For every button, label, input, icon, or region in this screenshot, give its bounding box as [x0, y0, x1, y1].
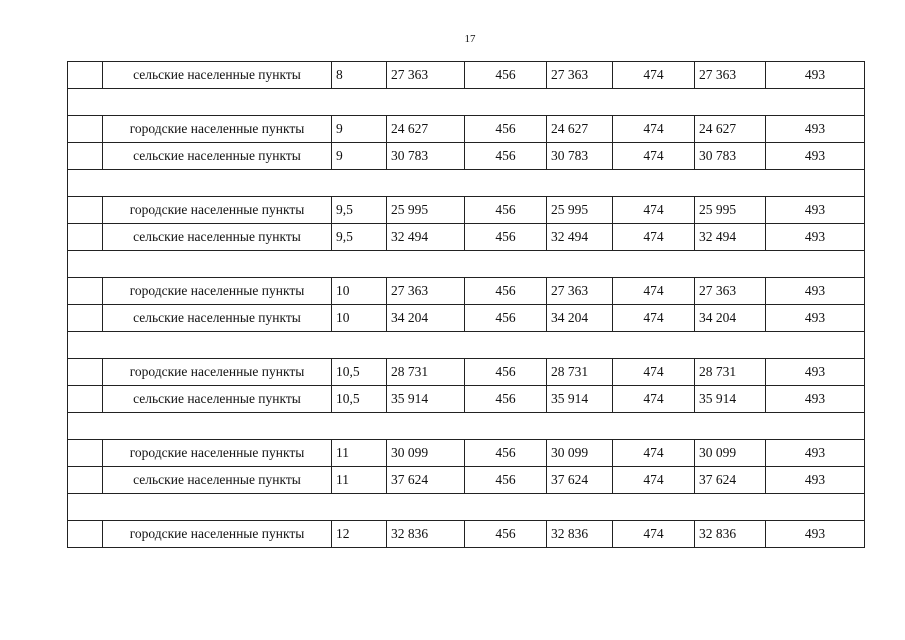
settlement-type-cell: городские населенные пункты — [103, 521, 332, 548]
value-6-cell: 493 — [766, 386, 865, 413]
spacer-row — [68, 413, 865, 440]
value-1-cell: 25 995 — [387, 197, 465, 224]
spacer-cell — [68, 332, 865, 359]
value-1-cell: 28 731 — [387, 359, 465, 386]
coefficient-cell: 8 — [332, 62, 387, 89]
page-number: 17 — [464, 33, 476, 45]
table-row — [68, 278, 865, 305]
value-4-cell: 474 — [613, 440, 695, 467]
value-2-cell: 456 — [465, 197, 547, 224]
value-2-cell: 456 — [465, 116, 547, 143]
table-row — [68, 116, 865, 143]
settlement-type-cell: сельские населенные пункты — [103, 305, 332, 332]
coefficient-cell: 10,5 — [332, 386, 387, 413]
spacer-cell — [68, 494, 865, 521]
value-1-cell: 32 836 — [387, 521, 465, 548]
value-3-cell: 37 624 — [547, 467, 613, 494]
table-row — [68, 440, 865, 467]
coefficient-cell: 10 — [332, 305, 387, 332]
spacer-cell — [68, 170, 865, 197]
table-row — [68, 197, 865, 224]
value-2-cell: 456 — [465, 521, 547, 548]
value-3-cell: 30 783 — [547, 143, 613, 170]
value-3-cell: 34 204 — [547, 305, 613, 332]
value-3-cell: 25 995 — [547, 197, 613, 224]
coefficient-cell: 10 — [332, 278, 387, 305]
value-6-cell: 493 — [766, 197, 865, 224]
spacer-row — [68, 170, 865, 197]
index-cell — [68, 62, 103, 89]
value-1-cell: 32 494 — [387, 224, 465, 251]
value-3-cell: 35 914 — [547, 386, 613, 413]
value-6-cell: 493 — [766, 143, 865, 170]
value-1-cell: 34 204 — [387, 305, 465, 332]
value-5-cell: 24 627 — [695, 116, 766, 143]
value-1-cell: 27 363 — [387, 62, 465, 89]
table-row — [68, 224, 865, 251]
value-1-cell: 35 914 — [387, 386, 465, 413]
value-6-cell: 493 — [766, 467, 865, 494]
value-6-cell: 493 — [766, 359, 865, 386]
value-3-cell: 24 627 — [547, 116, 613, 143]
index-cell — [68, 467, 103, 494]
value-4-cell: 474 — [613, 62, 695, 89]
value-3-cell: 27 363 — [547, 62, 613, 89]
table-row — [68, 62, 865, 89]
value-5-cell: 28 731 — [695, 359, 766, 386]
value-4-cell: 474 — [613, 224, 695, 251]
settlement-type-cell: сельские населенные пункты — [103, 386, 332, 413]
value-5-cell: 30 783 — [695, 143, 766, 170]
value-2-cell: 456 — [465, 278, 547, 305]
value-2-cell: 456 — [465, 224, 547, 251]
spacer-row — [68, 494, 865, 521]
spacer-row — [68, 332, 865, 359]
value-2-cell: 456 — [465, 359, 547, 386]
table-row — [68, 386, 865, 413]
value-1-cell: 24 627 — [387, 116, 465, 143]
value-4-cell: 474 — [613, 305, 695, 332]
index-cell — [68, 116, 103, 143]
value-2-cell: 456 — [465, 386, 547, 413]
value-5-cell: 34 204 — [695, 305, 766, 332]
settlement-type-cell: городские населенные пункты — [103, 359, 332, 386]
value-2-cell: 456 — [465, 440, 547, 467]
settlement-type-cell: городские населенные пункты — [103, 197, 332, 224]
coefficient-cell: 10,5 — [332, 359, 387, 386]
settlement-type-cell: сельские населенные пункты — [103, 62, 332, 89]
coefficient-cell: 11 — [332, 440, 387, 467]
settlement-type-cell: сельские населенные пункты — [103, 467, 332, 494]
value-1-cell: 30 783 — [387, 143, 465, 170]
coefficient-cell: 9,5 — [332, 224, 387, 251]
table-row — [68, 467, 865, 494]
settlement-type-cell: городские населенные пункты — [103, 116, 332, 143]
table-body — [68, 62, 865, 548]
value-4-cell: 474 — [613, 386, 695, 413]
value-1-cell: 30 099 — [387, 440, 465, 467]
value-4-cell: 474 — [613, 521, 695, 548]
index-cell — [68, 278, 103, 305]
value-3-cell: 32 836 — [547, 521, 613, 548]
index-cell — [68, 359, 103, 386]
spacer-cell — [68, 413, 865, 440]
value-4-cell: 474 — [613, 143, 695, 170]
spacer-row — [68, 89, 865, 116]
settlement-type-cell: сельские населенные пункты — [103, 224, 332, 251]
value-4-cell: 474 — [613, 197, 695, 224]
value-5-cell: 35 914 — [695, 386, 766, 413]
spacer-cell — [68, 89, 865, 116]
value-5-cell: 27 363 — [695, 278, 766, 305]
settlement-type-cell: городские населенные пункты — [103, 278, 332, 305]
coefficient-cell: 9,5 — [332, 197, 387, 224]
coefficient-cell: 11 — [332, 467, 387, 494]
index-cell — [68, 521, 103, 548]
value-6-cell: 493 — [766, 521, 865, 548]
value-5-cell: 25 995 — [695, 197, 766, 224]
value-6-cell: 493 — [766, 62, 865, 89]
value-5-cell: 27 363 — [695, 62, 766, 89]
index-cell — [68, 224, 103, 251]
value-1-cell: 27 363 — [387, 278, 465, 305]
coefficient-cell: 12 — [332, 521, 387, 548]
spacer-row — [68, 251, 865, 278]
value-3-cell: 27 363 — [547, 278, 613, 305]
value-2-cell: 456 — [465, 62, 547, 89]
value-3-cell: 32 494 — [547, 224, 613, 251]
index-cell — [68, 143, 103, 170]
index-cell — [68, 440, 103, 467]
value-3-cell: 30 099 — [547, 440, 613, 467]
index-cell — [68, 305, 103, 332]
value-4-cell: 474 — [613, 278, 695, 305]
value-6-cell: 493 — [766, 440, 865, 467]
value-4-cell: 474 — [613, 467, 695, 494]
value-5-cell: 32 494 — [695, 224, 766, 251]
value-6-cell: 493 — [766, 116, 865, 143]
value-6-cell: 493 — [766, 224, 865, 251]
value-1-cell: 37 624 — [387, 467, 465, 494]
table-row — [68, 359, 865, 386]
value-5-cell: 30 099 — [695, 440, 766, 467]
coefficient-cell: 9 — [332, 116, 387, 143]
value-5-cell: 37 624 — [695, 467, 766, 494]
table-row — [68, 305, 865, 332]
index-cell — [68, 197, 103, 224]
coefficient-cell: 9 — [332, 143, 387, 170]
index-cell — [68, 386, 103, 413]
settlement-type-cell: сельские населенные пункты — [103, 143, 332, 170]
value-2-cell: 456 — [465, 467, 547, 494]
value-4-cell: 474 — [613, 359, 695, 386]
value-6-cell: 493 — [766, 278, 865, 305]
value-2-cell: 456 — [465, 143, 547, 170]
table-row — [68, 521, 865, 548]
value-2-cell: 456 — [465, 305, 547, 332]
table-row — [68, 143, 865, 170]
value-3-cell: 28 731 — [547, 359, 613, 386]
tariff-table — [67, 61, 865, 548]
value-6-cell: 493 — [766, 305, 865, 332]
value-5-cell: 32 836 — [695, 521, 766, 548]
spacer-cell — [68, 251, 865, 278]
value-4-cell: 474 — [613, 116, 695, 143]
settlement-type-cell: городские населенные пункты — [103, 440, 332, 467]
